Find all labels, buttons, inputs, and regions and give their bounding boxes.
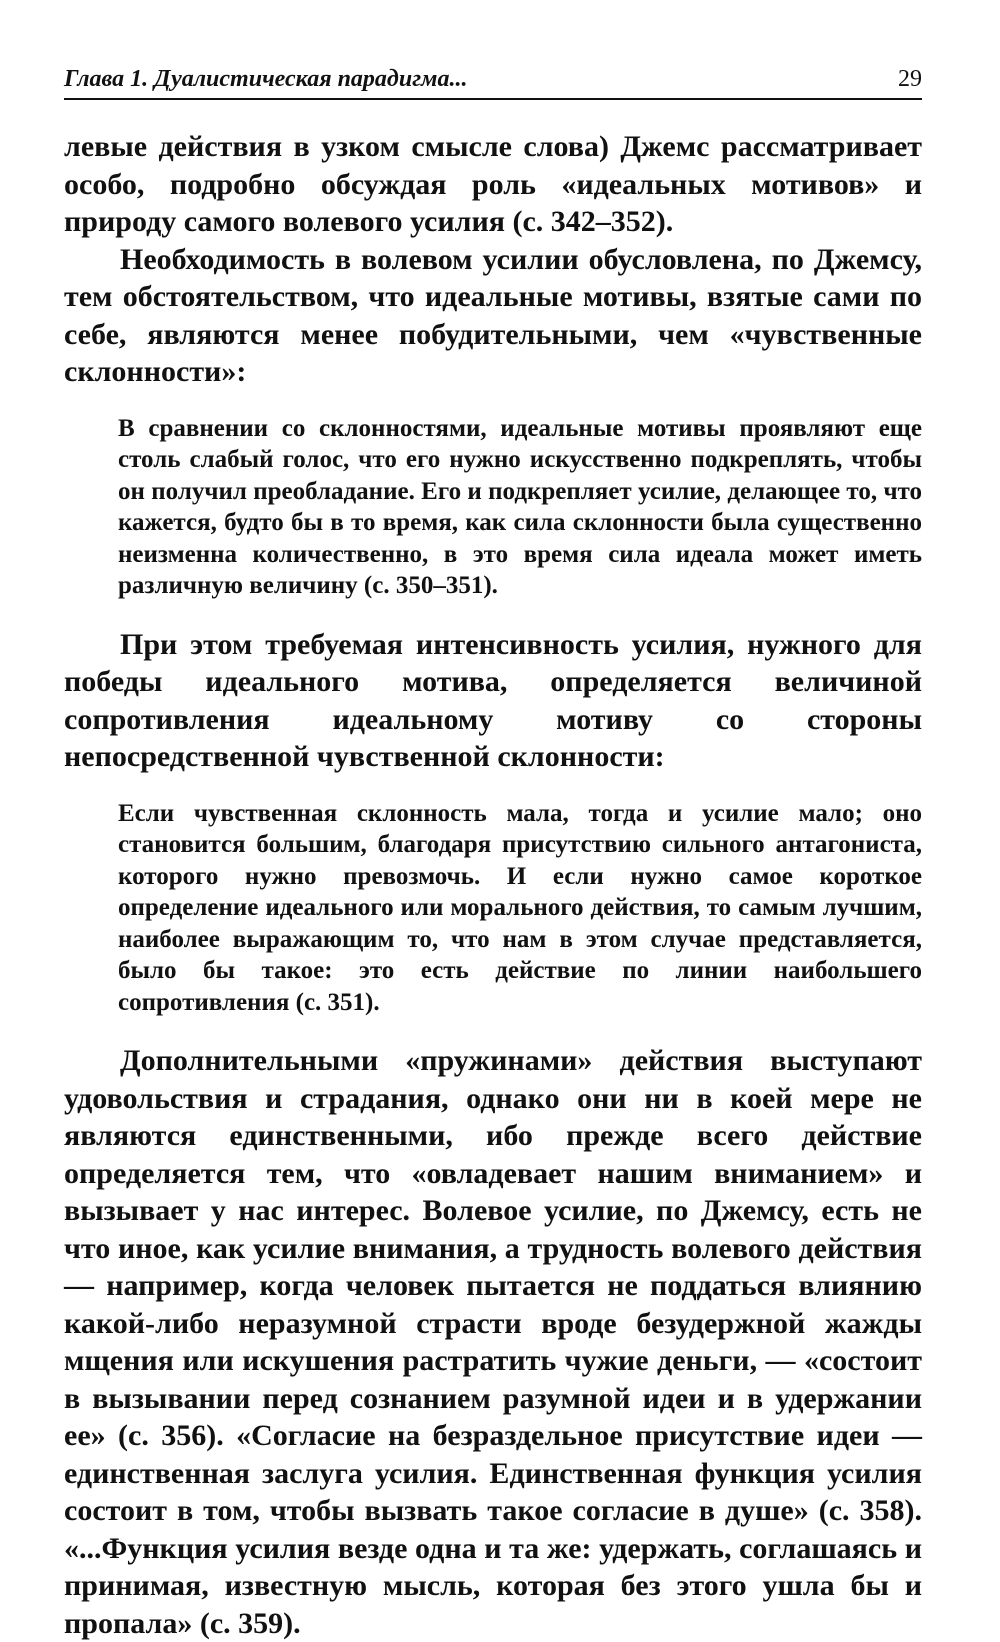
paragraph-1: левые действия в узком смысле слова) Джемс рассматривает особо, подробно обсуждая роль «идеальных мотивов» и природу самого волевого усилия (с. 342–352). <box>64 130 922 238</box>
quote-2-text: Если чувственная склонность мала, тогда и усилие мало; оно становится большим, благодаря присутствию сильного антагониста, которого нужно превозмочь. И если нужно самое короткое определение идеального или морального действия, то самым лучшим, наиболее выражающим то, что нам в этом случае представляется, было бы такое: это есть действие по линии наибольшего сопротивления (с. 351). <box>118 799 922 1016</box>
main-text <box>64 128 922 391</box>
chapter-title: Глава 1. Дуалистическая парадигма... <box>64 66 468 92</box>
running-header <box>64 64 922 100</box>
paragraph-3: При этом требуемая интенсивность усилия, нужного для победы идеального мотива, определяется величиной сопротивления идеальному мотиву со стороны непосредственной чувственной склонности: <box>64 627 922 773</box>
page-number: 29 <box>898 66 922 92</box>
main-text-3 <box>64 1042 922 1642</box>
quote-1-text: В сравнении со склонностями, идеальные мотивы проявляют еще столь слабый голос, что его нужно искусственно подкреплять, чтобы он получил преобладание. Его и подкрепляет усилие, делающее то, что кажется, будто бы в то время, как сила склонности была существенно неизменна количественно, в это время сила идеала может иметь различную величину (с. 350–351). <box>118 414 922 599</box>
paragraph-4: Дополнительными «пружинами» действия выступают удовольствия и страдания, однако они ни в коей мере не являются единственными, ибо прежде всего действие определяется тем, что «овладевает нашим вниманием» и вызывает у нас интерес. Волевое усилие, по Джемсу, есть не что иное, как усилие внимания, а трудность волевого действия — например, когда человек пытается не поддаться влиянию какой-либо неразумной страсти вроде безудержной жажды мщения или искушения растратить чужие деньги, — «состоит в вызывании перед сознанием разумной идеи и в удержании ее» (с. 356). «Согласие на безраздельное присутствие идеи — единственная заслуга усилия. Единственная функция усилия состоит в том, чтобы вызвать такое согласие в душе» (с. 358). «...Функция усилия везде одна и та же: удержать, соглашаясь и принимая, известную мысль, которая без этого ушла бы и пропала» (с. 359). <box>64 1044 922 1640</box>
paragraph-2: Необходимость в волевом усилии обусловлена, по Джемсу, тем обстоятельством, что идеальные мотивы, взятые сами по себе, являются менее побудительными, чем «чувственные склонности»: <box>64 242 922 388</box>
main-text-2 <box>64 626 922 776</box>
block-quote-1 <box>118 413 922 602</box>
block-quote-2 <box>118 798 922 1019</box>
